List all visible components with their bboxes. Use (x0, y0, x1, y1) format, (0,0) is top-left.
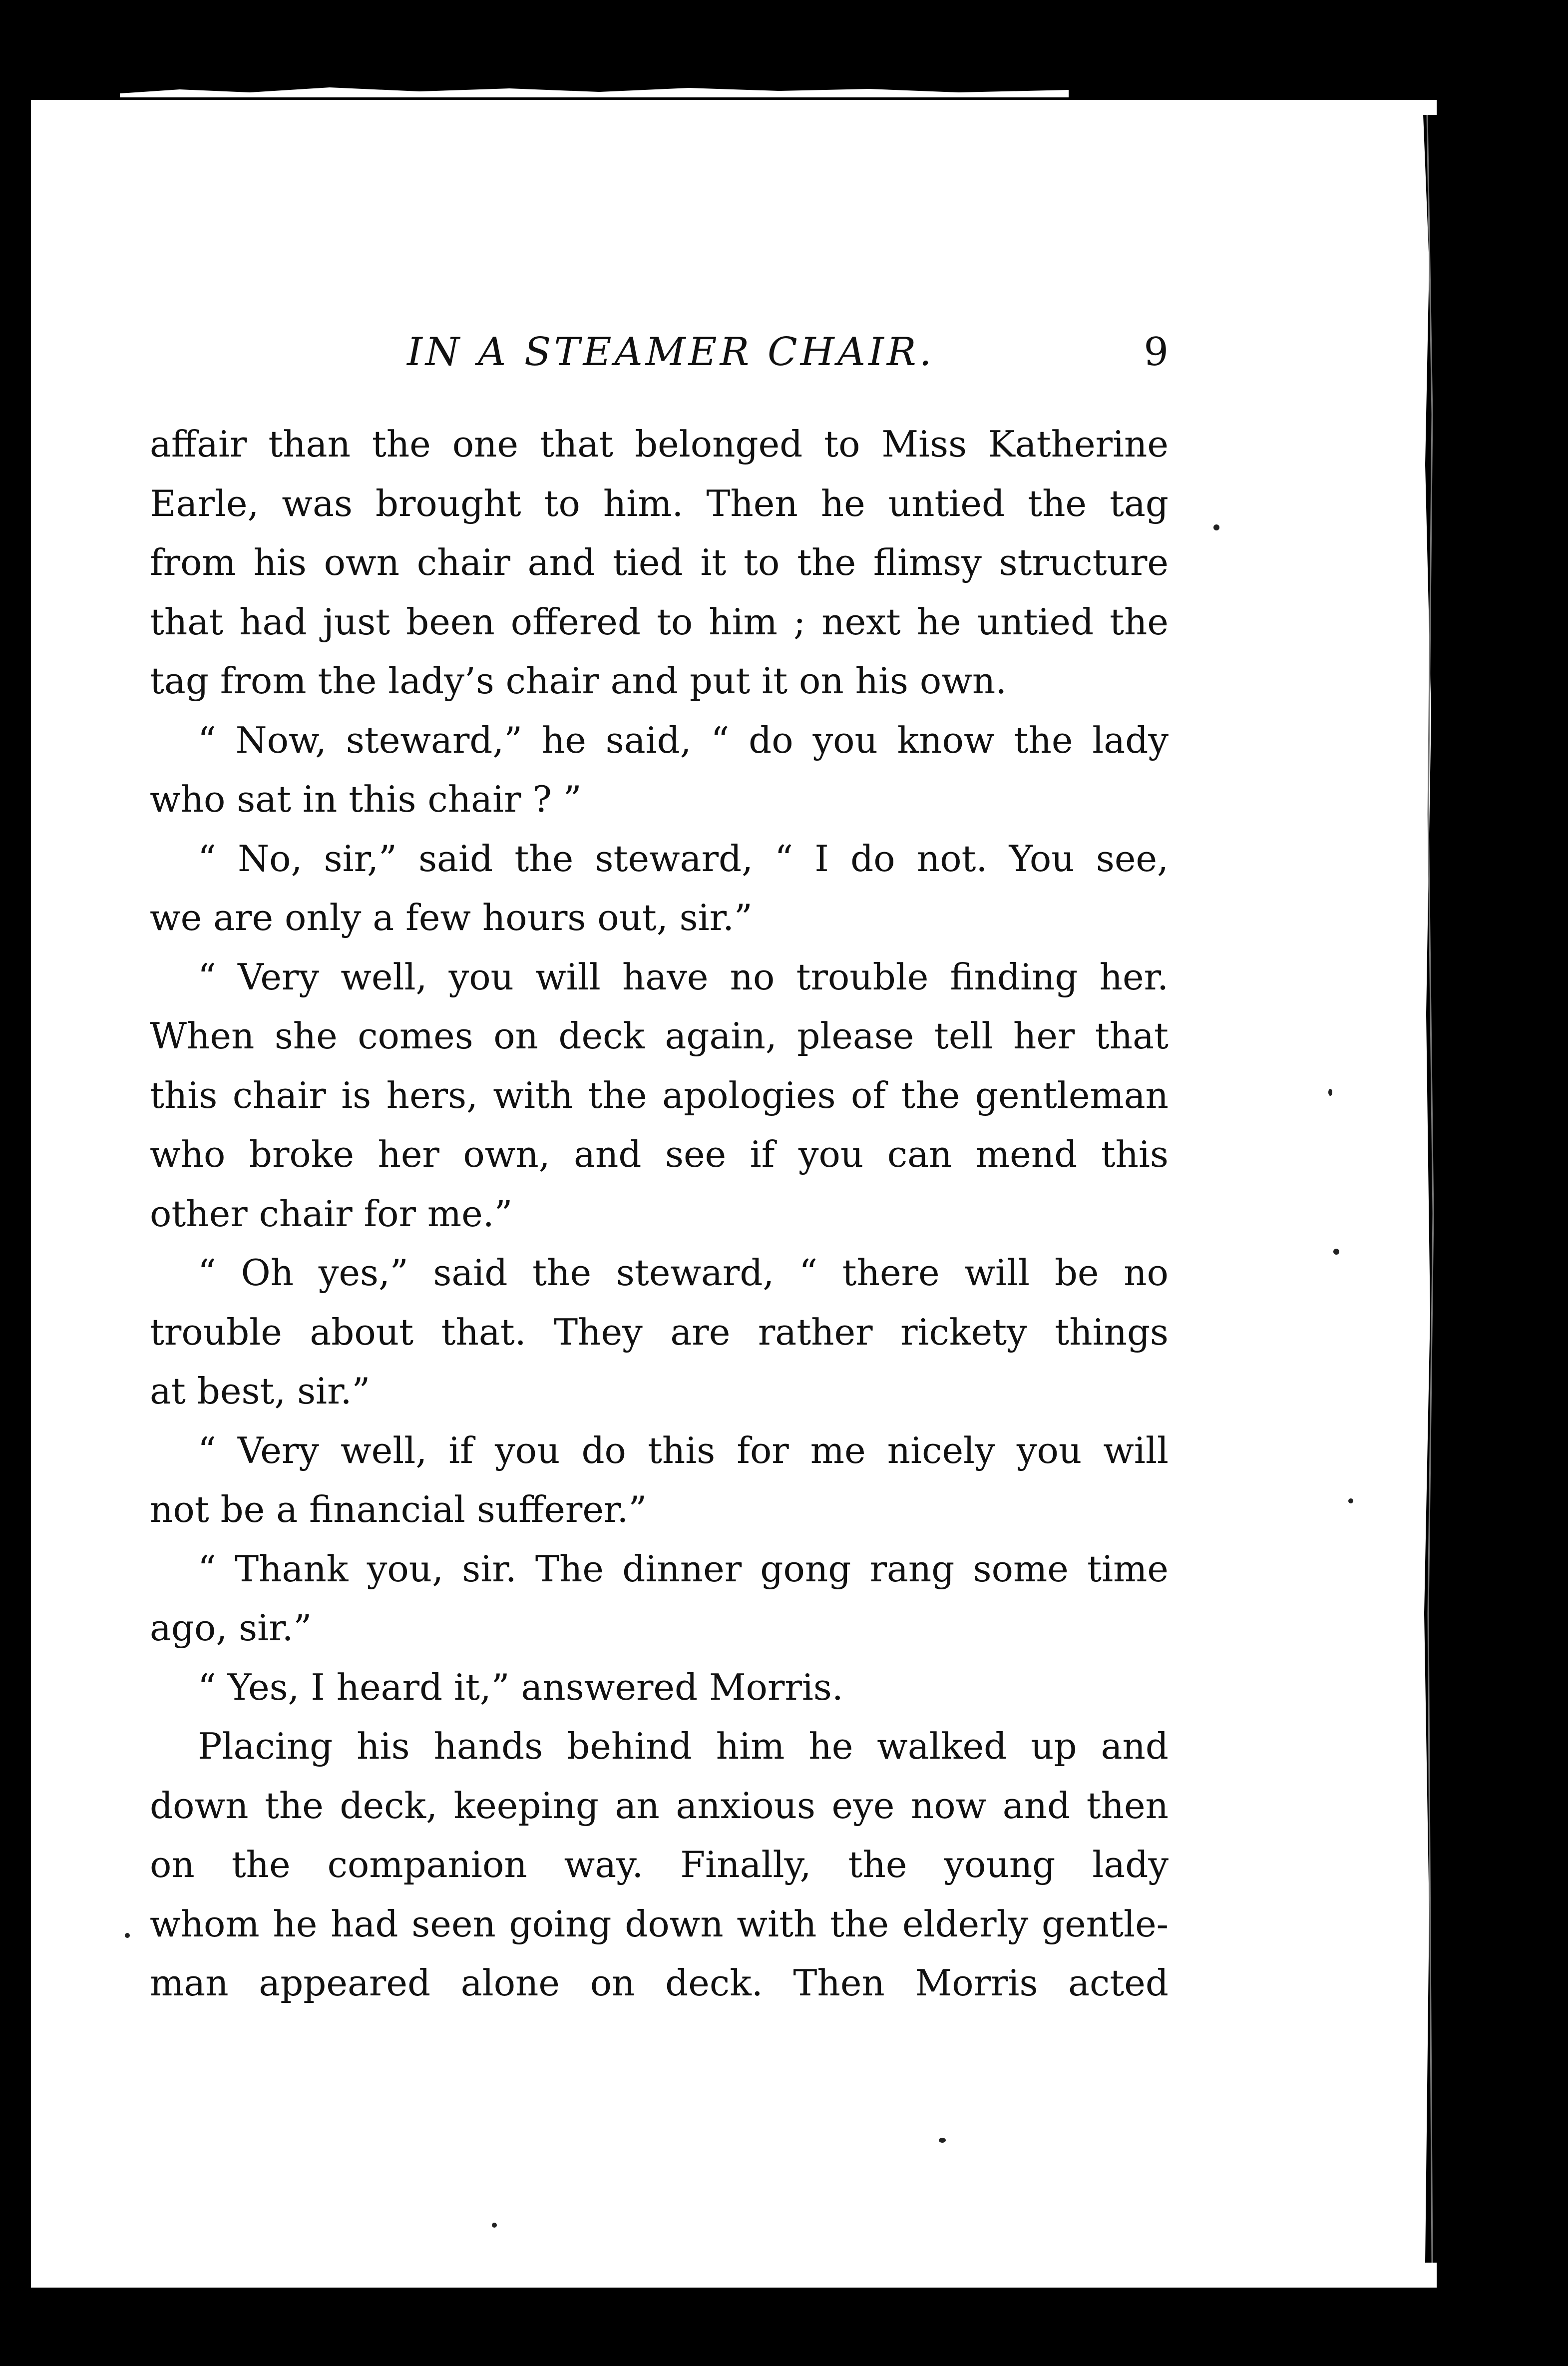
text-line: who sat in this chair ? ” (150, 778, 582, 820)
text-line: “ Now, steward,” he said, “ do you know the lady (198, 719, 1169, 761)
text-line: man appeared alone on deck. Then Morris acted (150, 1962, 1169, 2004)
text-line: Earle, was brought to him. Then he untied the tag (150, 482, 1169, 524)
text-line: tag from the lady’s chair and put it on his own. (150, 660, 1007, 702)
text-line: this chair is hers, with the apologies of the gentleman (150, 1074, 1169, 1116)
text-line: When she comes on deck again, please tell her that (150, 1015, 1169, 1057)
dust-speck (1328, 1089, 1332, 1096)
dust-speck (125, 1933, 130, 1938)
text-line: “ Very well, if you do this for me nicely you will (198, 1429, 1169, 1471)
right-page-edge-shadow (1418, 115, 1453, 2263)
text-line: “ Oh yes,” said the steward, “ there will be no (198, 1252, 1169, 1294)
running-head-title: IN A STEAMER CHAIR. (407, 330, 935, 375)
text-line: trouble about that. They are rather rickety things (150, 1311, 1169, 1353)
dust-speck (1213, 524, 1219, 530)
text-line: who broke her own, and see if you can mend this (150, 1133, 1169, 1175)
text-line: from his own chair and tied it to the flimsy structure (150, 541, 1169, 583)
text-line: “ Thank you, sir. The dinner gong rang some time (198, 1547, 1169, 1590)
text-line: whom he had seen going down with the elderly gentle- (150, 1902, 1169, 1945)
text-line: we are only a few hours out, sir.” (150, 897, 753, 939)
text-line: “ No, sir,” said the steward, “ I do not. You see, (198, 837, 1169, 880)
text-line: “ Yes, I heard it,” answered Morris. (198, 1666, 843, 1708)
page-number: 9 (1144, 330, 1169, 375)
dust-speck (1333, 1249, 1339, 1255)
torn-top-edge (120, 82, 1069, 97)
text-line: affair than the one that belonged to Miss Katherine (150, 423, 1169, 465)
text-line: other chair for me.” (150, 1192, 513, 1235)
dust-speck (1348, 1498, 1353, 1503)
text-line: down the deck, keeping an anxious eye now and then (150, 1784, 1169, 1827)
dust-speck (492, 2223, 497, 2228)
text-line: not be a financial sufferer.” (150, 1488, 647, 1530)
text-line: Placing his hands behind him he walked up and (198, 1725, 1169, 1767)
text-line: “ Very well, you will have no trouble finding her. (198, 955, 1169, 998)
text-line: on the companion way. Finally, the young lady (150, 1844, 1169, 1886)
text-line: ago, sir.” (150, 1607, 312, 1649)
running-head (150, 325, 1169, 385)
body-text (150, 415, 1169, 2013)
text-line: that had just been offered to him ; next he untied the (150, 600, 1169, 643)
dust-speck (939, 2138, 946, 2143)
text-line: at best, sir.” (150, 1370, 371, 1412)
